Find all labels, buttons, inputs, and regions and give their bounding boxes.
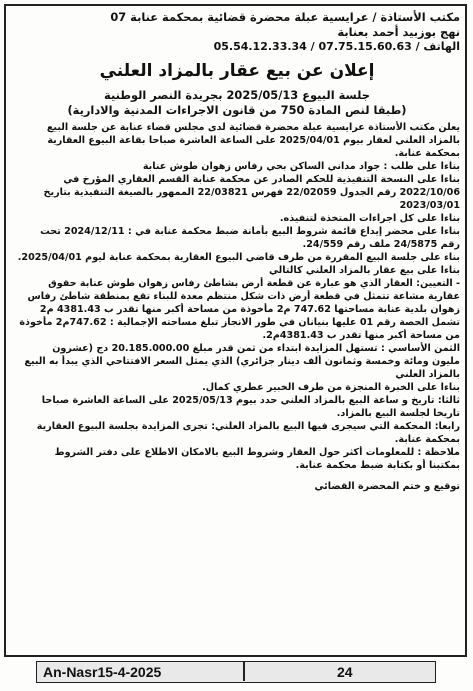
body-line: - التعيين: العقار الذي هو عبارة عن قطعة أرض بشاطئ رفاس زهوان طوش عنابة حقوق [48,278,460,290]
body-line: بناءا على النسخة التنفيذية للحكم الصادر عن محكمة عنابة القسم العقاري المؤرخ في [63,174,460,186]
body-line: زهوان بلدية عنابة مساحتها 747.62 م2 مأخوذة من مساحة أكبر منها تقدر ب 4381.43 م2 [39,304,460,316]
office-phone: الهاتف / 07.75.15.60.63 / 05.54.12.33.34 [213,40,460,54]
signature-line: توقيع و ختم المحضرة القضائي [314,481,460,493]
body-line: الثمن الأساسي : تستهل المزايدة ابتداء من ثمن قدر مبلغ 20.185.000.00 دج (عشرون [52,343,460,355]
body-line: بناءا على محضر إيداع قائمة شروط البيع بأمانة ضبط محكمة عنابة في : 2024/12/11 تحت [40,226,460,238]
body-line: تاريخا لجلسة البيع بالمزاد. [336,408,460,420]
body-line: بمحكمة عنابة. [394,148,460,160]
legal-basis-subtitle: (طبقا لنص المادة 750 من قانون الاجراءات المدنية والادارية) [67,103,407,118]
announcement-content [14,10,460,493]
session-subtitle: جلسة البيوع 2025/05/13 بجريدة النصر الوطنية [104,88,370,103]
office-name: مكتب الأستاذة / عرايسية عبلة محضرة قضائية بمحكمة عنابة 07 [110,10,460,24]
body-line: عقارية مشاعة تتمثل في قطعة أرض ذات شكل منتظم معدة للبناء تقع بمنطقة شاطئ رفاس [27,291,460,303]
body-line: تشمل الحصة رقم 01 عليها بنيانان في طور الانجاز تبلغ مساحته الإجمالية : 747.62م2 مأخوذة [19,317,460,329]
body-line: رقم 24/5875 ملف رقم 24/559. [302,239,460,251]
body-line: بناءا على طلب : جواد مداني الساكن بحي رفاس زهوان طوش عنابة [142,161,460,173]
body-line: 2022/10/06 رقم الجدول 22/02059 فهرس 22/03821 الممهور بالصيغة التنفيذية بتاريخ [43,187,460,199]
body-line: بمحكمة عنابة. [394,434,460,446]
page-footer [36,661,436,683]
newspaper-edition: An-Nasr15-4-2025 [43,664,162,680]
body-line: ملاحظة : للمعلومات أكثر حول العقار وشروط البيع بالامكان الاطلاع على دفتر الشروط [54,447,460,459]
body-line: بالمزاد العلني لعقار بيوم 2025/04/01 على الساعة العاشرة صباحا بقاعة البيوع العقارية [47,135,460,147]
announcement-body [14,121,460,472]
page-number: 24 [337,664,353,680]
office-address: نهج بوزبيد أحمد بعنابة [337,24,460,39]
body-line: بناءا على بيع عقار بالمزاد العلني كالتالي [268,265,460,277]
body-line: بناء على جلسة البيع المقررة من طرف قاضي البيوع العقارية بمحكمة عنابة ليوم 2025/04/01. [17,252,460,264]
body-line: ثالثا: تاريخ و ساعة البيع بالمزاد العلني حدد بيوم 2025/05/13 على الساعة العاشرة صباحا [41,395,460,407]
body-line: من مساحة أكبر منها تقدر ب 4381.43م2. [262,330,460,342]
body-line: مليون ومائة وخمسة وثمانون ألف دينار جزائري) الذي يمثل السعر الافتتاحي الذي يبدأ به البيع [24,356,460,368]
body-line: بمكتبنا أو بكتابة ضبط محكمة عنابة. [295,460,460,472]
announcement-title: إعلان عن بيع عقار بالمزاد العلني [99,61,375,82]
body-line: يعلن مكتب الأستاذة عرايسية عبلة محضرة قضائية لدى مجلس قضاء عنابة عن جلسة البيع [46,122,460,134]
footer-divider [243,662,245,681]
body-line: بناءا على الخبرة المنجزة من طرف الخبير عطري كمال. [202,382,460,394]
body-line: 2023/03/01 [399,200,460,212]
body-line: رابعا: المحكمة التي سيجرى فيها البيع بالمزاد العلني: تجرى المزايدة بجلسة البيوع العقارية [36,421,460,433]
body-line: بالمزاد العلني [395,369,460,381]
body-line: بناءا على كل اجراءات المتخذة لتنفيذه. [279,213,460,225]
